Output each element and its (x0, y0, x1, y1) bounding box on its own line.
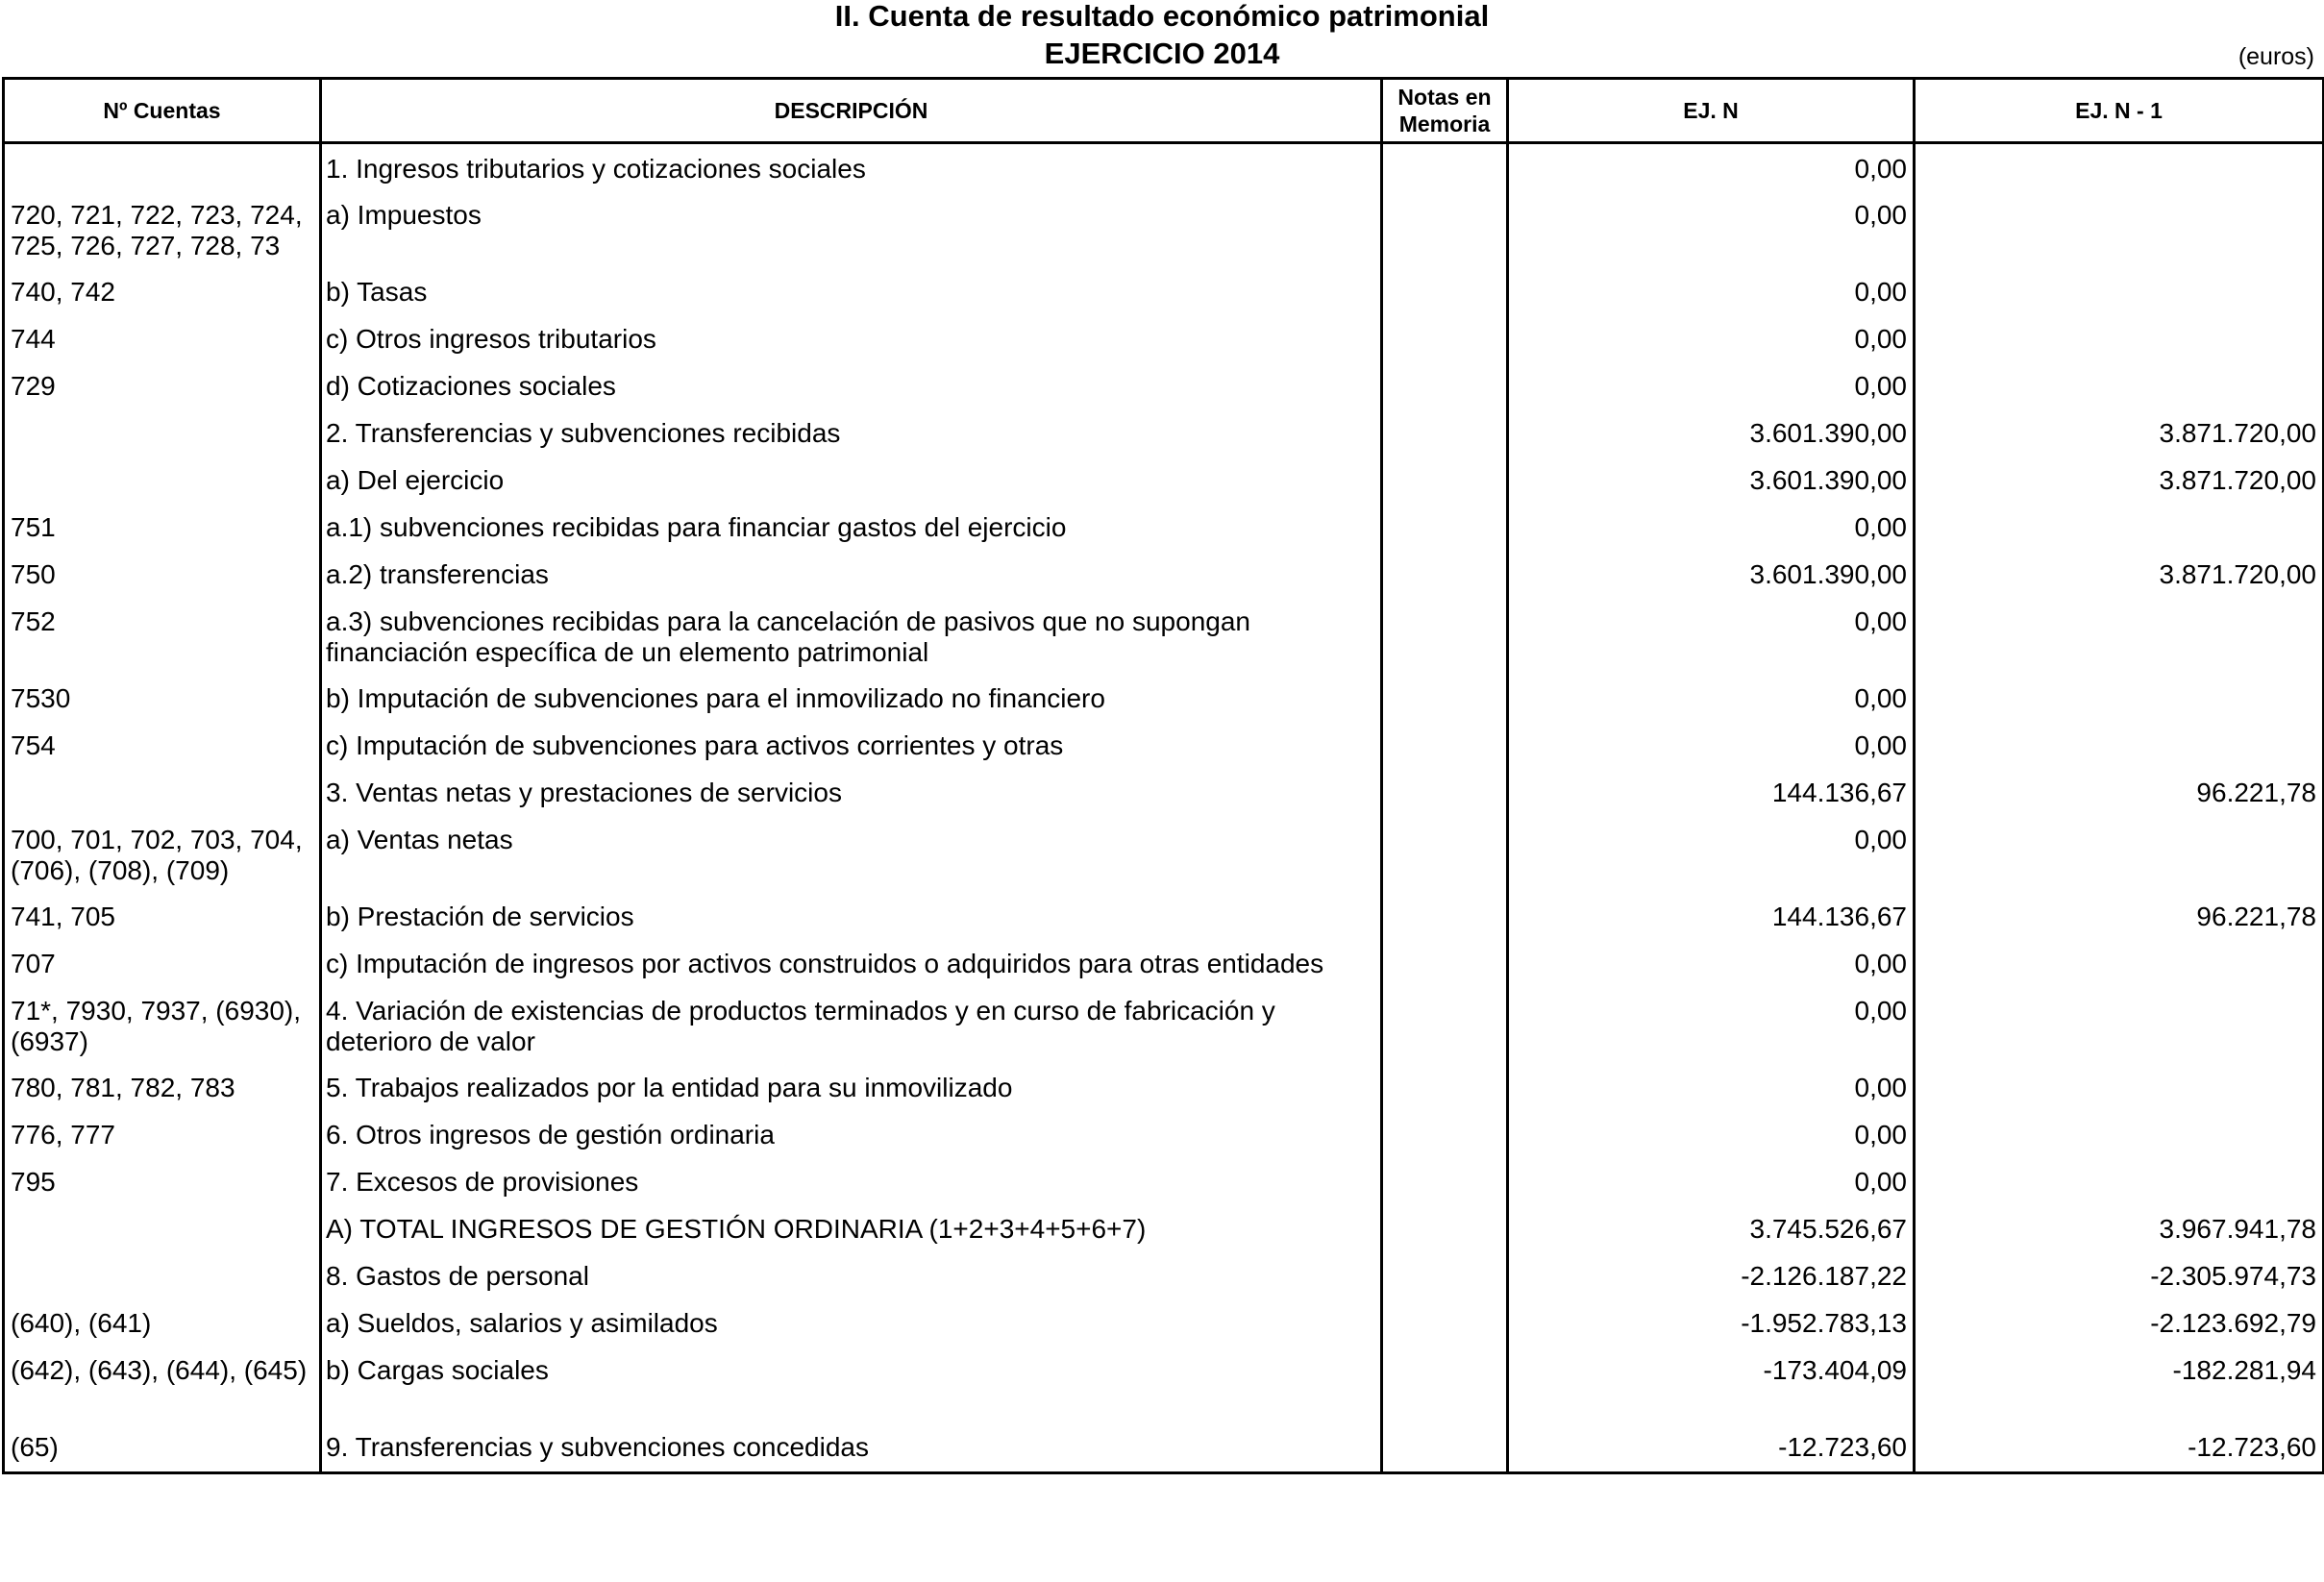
cell-previous-year (1915, 943, 2324, 990)
cell-current-year: 3.601.390,00 (1508, 412, 1915, 459)
table-row (4, 1114, 2324, 1161)
cell-notes (1382, 365, 1508, 412)
cell-description: b) Tasas (321, 271, 1382, 318)
cell-notes (1382, 1114, 1508, 1161)
cell-notes (1382, 318, 1508, 365)
cell-description: 8. Gastos de personal (321, 1255, 1382, 1302)
cell-current-year: 0,00 (1508, 819, 1915, 896)
table-row (4, 459, 2324, 507)
cell-previous-year: 3.871.720,00 (1915, 554, 2324, 601)
table-row (4, 772, 2324, 819)
cell-current-year: 0,00 (1508, 678, 1915, 725)
table-row (4, 318, 2324, 365)
table-row (4, 990, 2324, 1067)
table-header-row (4, 79, 2324, 143)
table-row (4, 554, 2324, 601)
cell-current-year: 0,00 (1508, 1161, 1915, 1208)
cell-previous-year (1915, 819, 2324, 896)
cell-current-year: 0,00 (1508, 1067, 1915, 1114)
table-row (4, 1067, 2324, 1114)
cell-description: a.3) subvenciones recibidas para la cancelación de pasivos que no supongan financiación específica de un elemento patrimonial (321, 601, 1382, 678)
cell-current-year: -12.723,60 (1508, 1426, 1915, 1473)
cell-accounts: (65) (4, 1426, 321, 1473)
cell-description: 9. Transferencias y subvenciones concedidas (321, 1426, 1382, 1473)
results-table (2, 77, 2324, 1474)
cell-accounts: 776, 777 (4, 1114, 321, 1161)
table-row (4, 412, 2324, 459)
cell-accounts: (640), (641) (4, 1302, 321, 1349)
cell-previous-year (1915, 1114, 2324, 1161)
cell-previous-year: -2.123.692,79 (1915, 1302, 2324, 1349)
cell-accounts: 741, 705 (4, 896, 321, 943)
cell-current-year: 0,00 (1508, 601, 1915, 678)
cell-description: 7. Excesos de provisiones (321, 1161, 1382, 1208)
table-row (4, 271, 2324, 318)
cell-description: a) Sueldos, salarios y asimilados (321, 1302, 1382, 1349)
cell-notes (1382, 819, 1508, 896)
cell-description: a) Impuestos (321, 194, 1382, 271)
table-row (4, 896, 2324, 943)
cell-description: a) Del ejercicio (321, 459, 1382, 507)
cell-previous-year (1915, 601, 2324, 678)
cell-notes (1382, 1161, 1508, 1208)
cell-current-year: 0,00 (1508, 318, 1915, 365)
cell-notes (1382, 271, 1508, 318)
cell-accounts (4, 459, 321, 507)
cell-accounts: 795 (4, 1161, 321, 1208)
cell-previous-year (1915, 318, 2324, 365)
cell-description: a.1) subvenciones recibidas para financiar gastos del ejercicio (321, 507, 1382, 554)
cell-previous-year (1915, 990, 2324, 1067)
cell-notes (1382, 554, 1508, 601)
cell-accounts (4, 1255, 321, 1302)
cell-accounts: 744 (4, 318, 321, 365)
table-row (4, 943, 2324, 990)
cell-accounts: 740, 742 (4, 271, 321, 318)
cell-accounts: 754 (4, 725, 321, 772)
cell-description: 5. Trabajos realizados por la entidad para su inmovilizado (321, 1067, 1382, 1114)
cell-previous-year (1915, 725, 2324, 772)
cell-previous-year (1915, 271, 2324, 318)
cell-notes (1382, 143, 1508, 194)
cell-notes (1382, 1208, 1508, 1255)
cell-notes (1382, 601, 1508, 678)
cell-current-year: 3.601.390,00 (1508, 459, 1915, 507)
cell-description: b) Imputación de subvenciones para el inmovilizado no financiero (321, 678, 1382, 725)
cell-accounts (4, 143, 321, 194)
cell-previous-year: 96.221,78 (1915, 772, 2324, 819)
cell-previous-year: 3.871.720,00 (1915, 459, 2324, 507)
cell-previous-year: -182.281,94 (1915, 1349, 2324, 1426)
table-row (4, 365, 2324, 412)
cell-current-year: 3.601.390,00 (1508, 554, 1915, 601)
cell-notes (1382, 1426, 1508, 1473)
cell-description: a.2) transferencias (321, 554, 1382, 601)
column-header-notes: Notas en Memoria (1382, 79, 1508, 143)
column-header-previous-year: EJ. N - 1 (1915, 79, 2324, 143)
column-header-current-year: EJ. N (1508, 79, 1915, 143)
column-header-description: DESCRIPCIÓN (321, 79, 1382, 143)
cell-notes (1382, 943, 1508, 990)
cell-notes (1382, 194, 1508, 271)
cell-accounts: 707 (4, 943, 321, 990)
cell-description: a) Ventas netas (321, 819, 1382, 896)
cell-previous-year: 96.221,78 (1915, 896, 2324, 943)
cell-description: c) Imputación de ingresos por activos construidos o adquiridos para otras entidades (321, 943, 1382, 990)
table-row (4, 601, 2324, 678)
units-label: (euros) (2237, 43, 2314, 70)
cell-accounts: 700, 701, 702, 703, 704, (706), (708), (709) (4, 819, 321, 896)
cell-current-year: 0,00 (1508, 943, 1915, 990)
column-header-accounts: Nº Cuentas (4, 79, 321, 143)
cell-previous-year (1915, 1161, 2324, 1208)
cell-notes (1382, 896, 1508, 943)
table-row (4, 1208, 2324, 1255)
table-row (4, 194, 2324, 271)
cell-description: b) Cargas sociales (321, 1349, 1382, 1426)
cell-accounts: 752 (4, 601, 321, 678)
cell-description: 2. Transferencias y subvenciones recibidas (321, 412, 1382, 459)
table-row (4, 1161, 2324, 1208)
table-row (4, 143, 2324, 194)
cell-accounts: (642), (643), (644), (645) (4, 1349, 321, 1426)
cell-notes (1382, 772, 1508, 819)
cell-notes (1382, 459, 1508, 507)
cell-current-year: 0,00 (1508, 1114, 1915, 1161)
cell-previous-year (1915, 143, 2324, 194)
cell-current-year: 0,00 (1508, 194, 1915, 271)
cell-description: 6. Otros ingresos de gestión ordinaria (321, 1114, 1382, 1161)
table-row (4, 1302, 2324, 1349)
cell-previous-year (1915, 194, 2324, 271)
cell-accounts: 720, 721, 722, 723, 724, 725, 726, 727, 728, 73 (4, 194, 321, 271)
cell-current-year: 0,00 (1508, 507, 1915, 554)
cell-accounts: 751 (4, 507, 321, 554)
cell-current-year: 0,00 (1508, 143, 1915, 194)
cell-current-year: 3.745.526,67 (1508, 1208, 1915, 1255)
cell-previous-year: 3.871.720,00 (1915, 412, 2324, 459)
cell-description: A) TOTAL INGRESOS DE GESTIÓN ORDINARIA (1+2+3+4+5+6+7) (321, 1208, 1382, 1255)
cell-current-year: -2.126.187,22 (1508, 1255, 1915, 1302)
table-row (4, 507, 2324, 554)
page-title: II. Cuenta de resultado económico patrimonial (834, 0, 1490, 33)
cell-previous-year: -2.305.974,73 (1915, 1255, 2324, 1302)
table-row (4, 819, 2324, 896)
table-row (4, 678, 2324, 725)
cell-notes (1382, 412, 1508, 459)
cell-current-year: -1.952.783,13 (1508, 1302, 1915, 1349)
cell-current-year: 0,00 (1508, 725, 1915, 772)
cell-current-year: 0,00 (1508, 271, 1915, 318)
cell-accounts (4, 772, 321, 819)
cell-description: b) Prestación de servicios (321, 896, 1382, 943)
cell-current-year: 0,00 (1508, 990, 1915, 1067)
cell-previous-year (1915, 678, 2324, 725)
cell-previous-year (1915, 1067, 2324, 1114)
cell-accounts: 7530 (4, 678, 321, 725)
table-row (4, 1349, 2324, 1426)
cell-current-year: 0,00 (1508, 365, 1915, 412)
cell-previous-year: 3.967.941,78 (1915, 1208, 2324, 1255)
page-subtitle: EJERCICIO 2014 (1044, 37, 1280, 70)
cell-previous-year (1915, 365, 2324, 412)
cell-notes (1382, 990, 1508, 1067)
cell-accounts: 729 (4, 365, 321, 412)
cell-description: c) Imputación de subvenciones para activos corrientes y otras (321, 725, 1382, 772)
table-row (4, 1255, 2324, 1302)
cell-current-year: -173.404,09 (1508, 1349, 1915, 1426)
cell-description: 1. Ingresos tributarios y cotizaciones sociales (321, 143, 1382, 194)
cell-accounts: 780, 781, 782, 783 (4, 1067, 321, 1114)
cell-current-year: 144.136,67 (1508, 896, 1915, 943)
cell-description: 4. Variación de existencias de productos terminados y en curso de fabricación y deterioro de valor (321, 990, 1382, 1067)
table-row (4, 1426, 2324, 1473)
cell-accounts (4, 412, 321, 459)
cell-accounts (4, 1208, 321, 1255)
cell-notes (1382, 678, 1508, 725)
cell-accounts: 750 (4, 554, 321, 601)
cell-notes (1382, 1255, 1508, 1302)
cell-notes (1382, 1067, 1508, 1114)
cell-previous-year: -12.723,60 (1915, 1426, 2324, 1473)
cell-accounts: 71*, 7930, 7937, (6930), (6937) (4, 990, 321, 1067)
cell-description: c) Otros ingresos tributarios (321, 318, 1382, 365)
cell-description: 3. Ventas netas y prestaciones de servicios (321, 772, 1382, 819)
cell-notes (1382, 507, 1508, 554)
cell-current-year: 144.136,67 (1508, 772, 1915, 819)
cell-description: d) Cotizaciones sociales (321, 365, 1382, 412)
cell-notes (1382, 725, 1508, 772)
table-row (4, 725, 2324, 772)
table-body (4, 143, 2324, 1473)
cell-previous-year (1915, 507, 2324, 554)
cell-notes (1382, 1349, 1508, 1426)
cell-notes (1382, 1302, 1508, 1349)
